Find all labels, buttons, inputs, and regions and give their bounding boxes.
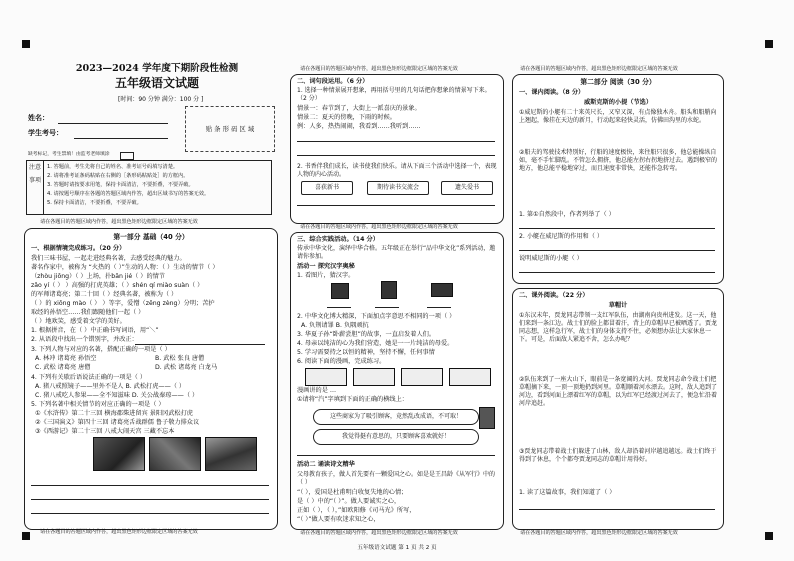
page-footer: 五年级语文试题 第 1 页 共 2 页 [357,545,437,551]
question-item: C. 猪八戒吃人参果——全不知滋味 D. 关公战秦琼——（ ） [35,392,199,399]
activity-1-item: 6. 阅读下面的漫画，完成练习。 [297,358,386,365]
speech-bubble-student [313,429,479,445]
activity-1-item: 4. 母亲以纯洁的心为我们营造，她是一一片纯洁的母爱。 [297,340,454,347]
reading-2-paragraph: ③贾龙同志带着战士们躲进了山林，敌人却沿着河岸越追越远。战士们终于得到了休息，个个都夸贾龙同志的草帽计用得好。 [519,448,717,463]
answer-area-warning: 请在各题目的答题区域内作答，超出黑色矩形边框限定区域的答案无效 [40,529,198,535]
part2-answer-box-bottom [290,232,504,530]
question-item: 1. 根据拼音，在（ ）中正确书写词语，用“＼” [31,327,159,334]
comic-panel-2 [353,368,395,386]
question-item: 2. 从语段中找出一个错别字，并改正： [31,336,138,343]
picture-glyph-1 [331,283,349,299]
answer-area-warning: 请在各题目的答题区域内作答，超出黑色矩形边框限定区域的答案无效 [520,66,678,72]
answer-line[interactable] [297,205,495,206]
activity-2-item: “（ ），爱国是杜甫明白收复失地的心情； [297,489,408,496]
student-id-field[interactable] [74,138,168,139]
activity-2-heading: 活动二 诵读诗文精华 [297,461,355,468]
speech-text: 我觉得挺有意思的，只要顾客喜欢就好！ [341,433,450,440]
passage-line: （ ）地欢笑，感受着文学的美好。 [31,318,126,325]
activity-1-item: 1. 看图片，猜汉字。 [297,272,355,279]
question-item: 5. 下列名著中相关情节的对应正确的一项是（ ） [31,401,165,408]
comic-panel-3 [401,368,443,386]
activity-1-item: 2. 中华文化博大精深，下面加点字意思不相同的一项（ ） [297,313,456,320]
reading-2-title: 草帽计 [608,302,628,309]
activity-option-lost-book[interactable]: 遗失爱书 [441,181,493,195]
passage-line: 我们三味书屋，一起走进经典名著，去感受经典的魅力。 [31,255,186,262]
activity-1-item: 漫画讲的是 … [297,387,337,394]
reading-1-paragraph: ②船夫的驾驶技术特别好，行船的速度极快，来往船只很多，他总能操纵自如，毫不手忙脚乱。不管怎么拥挤，他总能左拐右拐地挤过去。遇到极窄的地方，他总能平稳地穿过，而且速度非常快，还能作急转弯。 [519,149,718,172]
question-item: ③《西游记》第二十三回 八戒大闹天宫 三藏不忘本 [35,428,175,435]
barcode-label: 贴 条 形 码 区 域 [205,125,255,133]
activity-1-item: 3. 华夏子孙“卧薪尝胆”的故事，一直启发着人们。 [297,331,436,338]
activity-option-reading-meeting[interactable]: 期待读书交流会 [367,181,429,195]
picture-glyph-3 [431,283,453,297]
scenario-1: 情景一：春节到了，大街上一派喜庆的景象。 [297,105,421,112]
question-item: ②《三国演义》第四十三回 诸葛亮舌战群儒 鲁子敬力排众议 [35,419,200,426]
answer-line[interactable] [519,509,715,510]
activity-2-item: 父母教育孩子，做人首先要有一颗爱国之心。如是是王昌龄《从军行》中的（ ） [297,471,496,486]
answer-line[interactable] [297,141,495,142]
answer-line[interactable] [31,513,269,514]
picture-glyph-2 [381,281,397,299]
notice-item: 4. 请按题号顺序在各题的答题区域内作答，超出区域书写的答案无效。 [47,191,210,197]
answer-area-warning: 请在各题目的答题区域内作答，超出黑色矩形边框限定区域的答案无效 [300,224,458,230]
part1-answer-box [24,228,278,530]
illustration-three-kingdoms [149,437,201,471]
question-item: 4. 下列有关歇后语说法正确的一项是（ ） [31,374,147,381]
question-3-intro: 传承中华文化，演绎中华合格。五年级正在举行“品中华文化”系列活动，邀请你参加。 [297,245,496,260]
notice-box [26,160,272,215]
activity-2-item: 正如（ ），（ ），”如欧阳修《司马光》所写， [297,507,416,514]
part3-answer-box-bottom [512,288,724,530]
part1-heading: 第一部分 基础（40 分） [113,233,189,241]
activity-1-item: A. 负荆请罪 B. 负隅顽抗 [301,322,369,329]
activity-1-heading: 活动一 探究汉字奥秘 [297,263,355,270]
part3-answer-box-top [512,74,724,284]
option-c: C. 武松 诸葛亮 唐僧 [35,364,91,371]
answer-line[interactable] [519,228,715,229]
exam-meta: [时间：90 分钟 满分：100 分 ] [118,96,204,103]
question-3-heading: 三、综合实践活动。（14 分） [297,236,379,243]
option-a: A. 林冲 诸葛亮 孙悟空 [35,355,97,362]
answer-line[interactable] [31,485,269,486]
answer-line[interactable] [519,250,715,251]
answer-line[interactable] [297,455,495,456]
activity-2-item: “（ ）”做人要有吹迷求知之心， [297,516,380,523]
reading-2-paragraph: ②队伍来到了一座大山下，眼前是一条宽阔的大河。贾龙同志命令战士们把草帽摘下来，一顶一顶地扔到河里。草帽顺着河水漂去。这时，敌人追到了河边，看到河面上漂着红军的草帽，以为红军已经渡过河去了，便急忙沿着河岸追赶。 [519,376,718,407]
speech-text: 这些商家为了吸引顾客，竟然乱改成语，不可取！ [329,413,462,420]
activity-option-new-book[interactable]: 喜获新书 [301,181,353,195]
answer-area-warning: 请在各题目的答题区域内作答，超出黑色矩形边框限定区域的答案无效 [40,219,198,225]
character-figure [479,407,495,429]
reading-2-paragraph: ①东汉末年，贾龙同志带领一支红军队伍，由湖南向贵州进发。这一天，他们来到一条江边。战士们的脸上都冒着汗，背上的草帽早已被晒透了。贾龙同志想，这样急行军，战士们的身体支持不住，必须想办法让大家休息一下。可是，后面敌人紧追不舍，怎么办呢？ [519,312,718,343]
corner-marker-bottom-left [22,532,30,540]
illustration-journey-west [205,437,257,471]
option-d: D. 武松 诸葛亮 白龙马 [155,364,218,371]
comic-panel-1 [305,368,347,386]
passage-line: 取经的孙悟空……我们跟随他们一起（ ） [31,309,145,316]
speech-bubble-merchant [313,409,479,425]
comic-panel-4 [449,368,491,386]
exam-year-title: 2023—2024 学年度下期阶段性检测 [75,63,239,74]
reading-2-heading: 二、课外阅读。（22 分） [519,292,589,299]
passage-line: 的军师诸葛亮；第二十回（ ）经典名著，被称为（ ） [31,291,178,298]
question-item: ①《水浒传》第二十三回 横海郡柴进留宾 景阳冈武松打虎 [35,410,193,417]
student-id-label: 学生考号： [28,129,63,137]
reading-1-paragraph: ①威尼斯的小艇有二十来英尺长，又窄又深，有点像独木舟。船头和船艄向上翘起，像挂在天边的新月，行动起来轻快灵活，仿佛田沟里的水蛇。 [519,109,717,124]
answer-line[interactable] [135,344,265,345]
answer-area-warning: 请在各题目的答题区域内作答，超出黑色矩形边框限定区域的答案无效 [300,530,458,536]
answer-line[interactable] [427,307,451,308]
question-2-heading: 二、词句段运用。（6 分） [297,78,369,85]
corner-marker-top-left [22,40,30,48]
reading-1-heading: 一、课内阅读。（8 分） [519,89,585,96]
notice-item: 3. 答题时请按要求用笔，保持卡面清洁，不要折叠，不要弄破。 [47,182,194,188]
reading-1-question: 1. 第①自然段中，作者列举了（ ） [519,211,615,218]
part2-heading: 第二部分 阅读（30 分） [580,78,656,86]
option-b: B. 武松 张良 唐僧 [155,355,205,362]
part2-answer-box-top [290,74,504,224]
notice-item: 1. 答题前，考生先将自己的姓名、准考证号码填写清楚。 [47,164,179,170]
notice-label: 注意事项 [27,161,44,214]
name-field[interactable] [58,123,168,124]
illustration-water-margin [93,437,145,471]
reading-1-question: 2. 小艇在威尼斯的作用和（ ） [519,233,604,240]
passage-line: zǎo yí（ ） ）高强的打虎英雄；（ ）shén qí miào suàn（ ） [31,282,204,289]
name-label: 姓名： [28,114,49,122]
passage-line: 著名作家中，被称为 “火热的（ ）”生动的人物：（ ）生动的情节（ ） [31,264,219,271]
answer-line[interactable] [297,155,495,156]
question-1-heading: 一、根据情境完成练习。（20 分） [31,245,126,252]
absent-mark-box[interactable] [120,152,134,160]
notice-item: 5. 保持卡面清洁，不要折叠，不要弄破。 [47,200,142,206]
answer-area-warning: 请在各题目的答题区域内作答，超出黑色矩形边框限定区域的答案无效 [520,530,678,536]
answer-line[interactable] [327,307,351,308]
question-2-1: 1. 选择一种情景展开想象，再用括号里的几句话把你想象的情景写下来。（2 分） [297,87,491,102]
answer-area-warning: 请在各题目的答题区域内作答，超出黑色矩形边框限定区域的答案无效 [300,66,458,72]
passage-line: （ ）的 xiōng mào（ ） ）等字，爱憎（zēng zèng）分明；苦护 [31,300,215,307]
question-item: 3. 下列人物与对应的名著，搭配正确的一项是（ ） [31,346,171,353]
barcode-area [185,106,275,152]
activity-2-item: 是（ ）中的“（ ）”。做人要诚实之心， [297,498,401,505]
passage-line: （zhòu jiōng）（ ）上场，扑bān jié（ ）的情节 [31,273,166,280]
question-item: A. 猪八戒照镜子——里外不是人 B. 武松打虎——（ ） [35,383,186,390]
activity-1-item: 5. 学习需要持之以恒的精神，坚持不懈，任何事情 [297,349,435,356]
reading-1-question: 说明威尼斯的小艇（ ） [519,255,583,262]
answer-line[interactable] [375,307,399,308]
answer-line[interactable] [31,499,269,500]
corner-marker-top-right [765,40,773,48]
reading-2-question: 1. 读了这篇故事，我们知道了（ ） [519,489,616,496]
reading-1-title: 威斯克斯的小提（节选） [583,99,653,106]
corner-marker-bottom-right [765,532,773,540]
absent-mark-label: 缺考标记，考生禁填！由监考老师填涂 [28,152,110,157]
notice-item: 2. 请将准考证条码粘贴在右侧的［条形码粘贴处］的方框内。 [47,173,189,179]
example-line: 例：人多，热热闹闹，我看到……我听到…… [297,123,421,130]
question-2-2: 2. 书香伴我们成长，读书使我们快乐。请从下面三个活动中选择一个，表现人物的内心活动。 [297,163,497,178]
answer-line[interactable] [519,272,715,273]
exam-title: 五年级语文试题 [114,76,199,90]
scenario-2: 情景二：夏天的傍晚，下雨的时候。 [297,114,396,121]
activity-1-item: ①请将“汽”字填到下面的正确的横线上： [297,396,408,403]
